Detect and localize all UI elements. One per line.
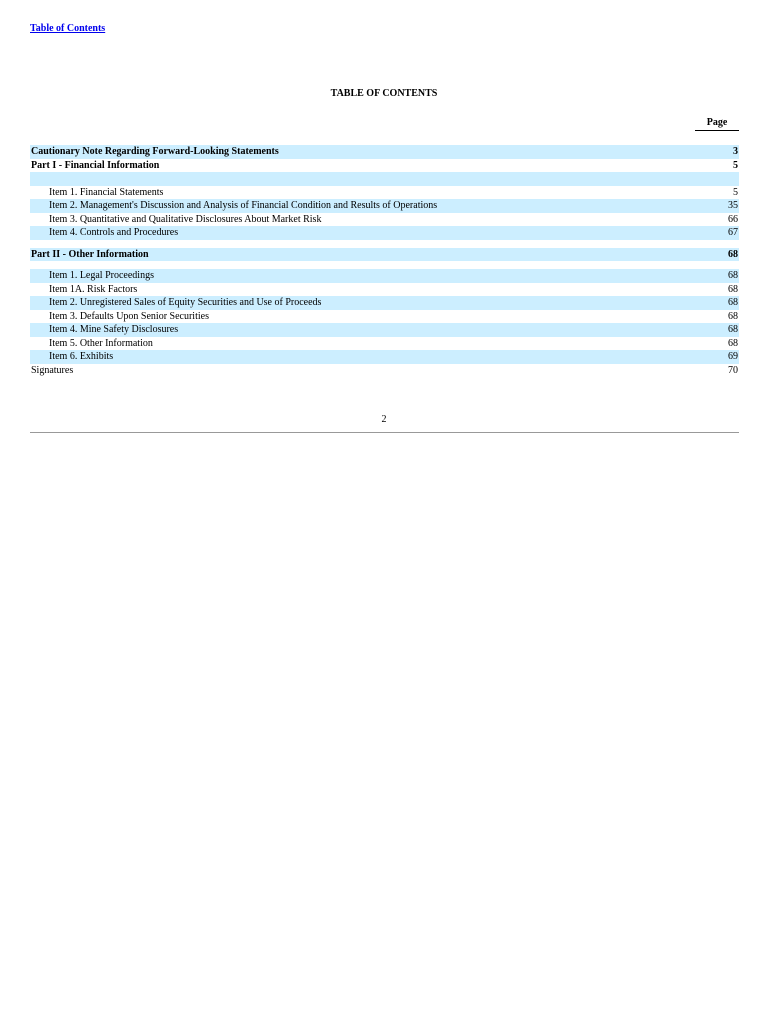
toc-row [30,159,739,173]
toc-row [30,310,739,324]
toc-entry-page: 5 [733,186,738,198]
toc-entry-page: 69 [728,351,738,362]
toc-entry-label: Item 6. Exhibits [49,351,114,362]
toc-row [30,145,739,159]
toc-entry-label: Item 2. Management's Discussion and Analysis of Financial Condition and Results of Operations [49,200,438,211]
toc-entry-page: 68 [728,337,738,349]
toc-spacer-row [30,240,739,248]
table-of-contents-link[interactable]: Table of Contents [30,23,106,34]
toc-row [30,248,739,262]
toc-row [30,296,739,310]
toc-entry-label: Item 4. Controls and Procedures [49,227,179,238]
toc-entry-page: 35 [728,200,738,211]
toc-entry-label: Item 3. Quantitative and Qualitative Disclosures About Market Risk [49,213,322,225]
toc-spacer-row [30,261,739,269]
page-column-header: Page [695,117,739,131]
toc-entry-page: 68 [728,283,738,295]
document-title: TABLE OF CONTENTS [330,88,438,99]
toc-entry-page: 70 [728,364,738,376]
toc-entry-label: Item 5. Other Information [49,337,153,349]
toc-entry-label: Signatures [31,364,74,376]
toc-row [30,323,739,337]
toc-entry-label: Part I - Financial Information [31,159,160,171]
toc-row [30,213,739,227]
toc-entry-label: Item 3. Defaults Upon Senior Securities [49,310,209,322]
toc-row [30,226,739,240]
toc-entry-page: 67 [728,227,738,238]
toc-entry-page: 68 [728,324,738,335]
toc-entry-page: 3 [733,146,738,157]
toc-entry-label: Item 2. Unregistered Sales of Equity Securities and Use of Proceeds [49,297,322,308]
toc-row [30,199,739,213]
toc-table [30,145,739,377]
toc-entry-page: 5 [733,159,738,171]
toc-row [30,337,739,351]
toc-entry-label: Item 1. Financial Statements [49,186,164,198]
toc-row [30,283,739,297]
toc-entry-page: 68 [728,270,738,281]
toc-entry-label: Part II - Other Information [31,248,149,260]
toc-entry-label: Cautionary Note Regarding Forward-Looking Statements [31,146,279,157]
toc-row [30,269,739,283]
toc-entry-page: 66 [728,213,738,225]
toc-row [30,350,739,364]
toc-entry-label: Item 1A. Risk Factors [49,283,138,295]
toc-entry-page: 68 [728,248,738,260]
toc-spacer-row [30,172,739,186]
toc-entry-label: Item 4. Mine Safety Disclosures [49,324,179,335]
toc-entry-page: 68 [728,310,738,322]
toc-row [30,364,739,378]
page-divider [30,432,739,433]
toc-entry-page: 68 [728,297,738,308]
toc-entry-label: Item 1. Legal Proceedings [49,270,154,281]
page-number: 2 [381,414,387,425]
toc-row [30,186,739,200]
